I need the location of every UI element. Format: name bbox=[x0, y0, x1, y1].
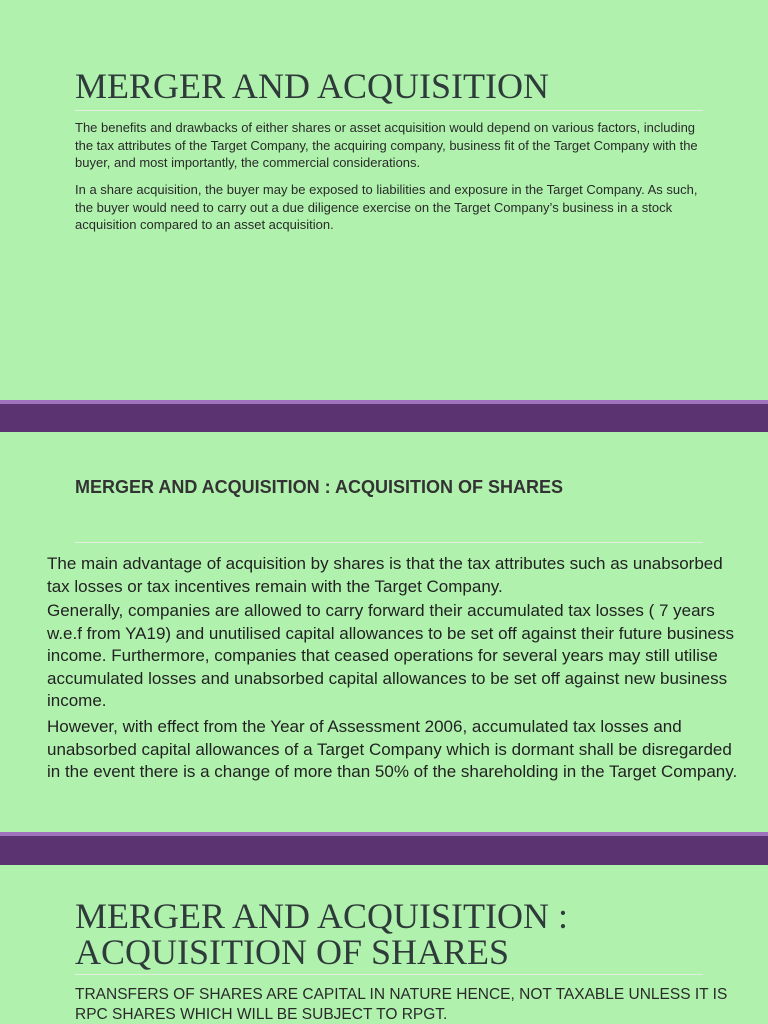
heading-divider bbox=[75, 542, 703, 543]
slide-separator bbox=[0, 832, 768, 865]
paragraph-transfers: TRANSFERS OF SHARES ARE CAPITAL IN NATURE HENCE, NOT TAXABLE UNLESS IT IS RPC SHARES WHICH WILL BE SUBJECT TO RPGT. bbox=[75, 986, 728, 1023]
title-divider bbox=[75, 974, 703, 975]
paragraph-main-advantage: The main advantage of acquisition by shares is that the tax attributes such as unabsorbed tax losses or tax incentives remain with the Target Company. bbox=[47, 554, 723, 596]
slide-acquisition-of-shares-transfers bbox=[0, 865, 768, 1024]
paragraph-benefits: The benefits and drawbacks of either shares or asset acquisition would depend on various factors, including the tax attributes of the Target Company, the acquiring company, business fit of the Target Company with the buyer, and most importantly, the commercial considerations. bbox=[75, 120, 698, 170]
slide-acquisition-of-shares bbox=[0, 432, 768, 832]
slide-separator bbox=[0, 400, 768, 432]
paragraph-share-acquisition: In a share acquisition, the buyer may be exposed to liabilities and exposure in the Target Company. As such, the buyer would need to carry out a due diligence exercise on the Target Company’s business in a stock acquisition compared to an asset acquisition. bbox=[75, 182, 698, 232]
slide-title: MERGER AND ACQUISITION bbox=[75, 66, 550, 106]
slide-merger-and-acquisition bbox=[0, 0, 768, 400]
slide-title bbox=[75, 898, 568, 970]
separator-highlight bbox=[0, 400, 768, 404]
paragraph-ya2006: However, with effect from the Year of Assessment 2006, accumulated tax losses and unabsorbed capital allowances of a Target Company which is dormant shall be disregarded in the event there is a change of more than 50% of the shareholding in the Target Company. bbox=[47, 717, 738, 781]
slide-title-line-2: ACQUISITION OF SHARES bbox=[75, 932, 510, 972]
slide-heading: MERGER AND ACQUISITION : ACQUISITION OF SHARES bbox=[75, 477, 564, 497]
paragraph-tax-losses: Generally, companies are allowed to carry forward their accumulated tax losses ( 7 years w.e.f from YA19) and unutilised capital allowances to be set off against their future business income. Furthermore, companies that ceased operations for several years may still utilise accumulated losses and unabsorbed capital allowances to be set off against new business income. bbox=[47, 601, 735, 710]
separator-highlight bbox=[0, 832, 768, 836]
title-divider bbox=[75, 110, 703, 111]
slide-title-line-1: MERGER AND ACQUISITION : bbox=[75, 896, 569, 936]
